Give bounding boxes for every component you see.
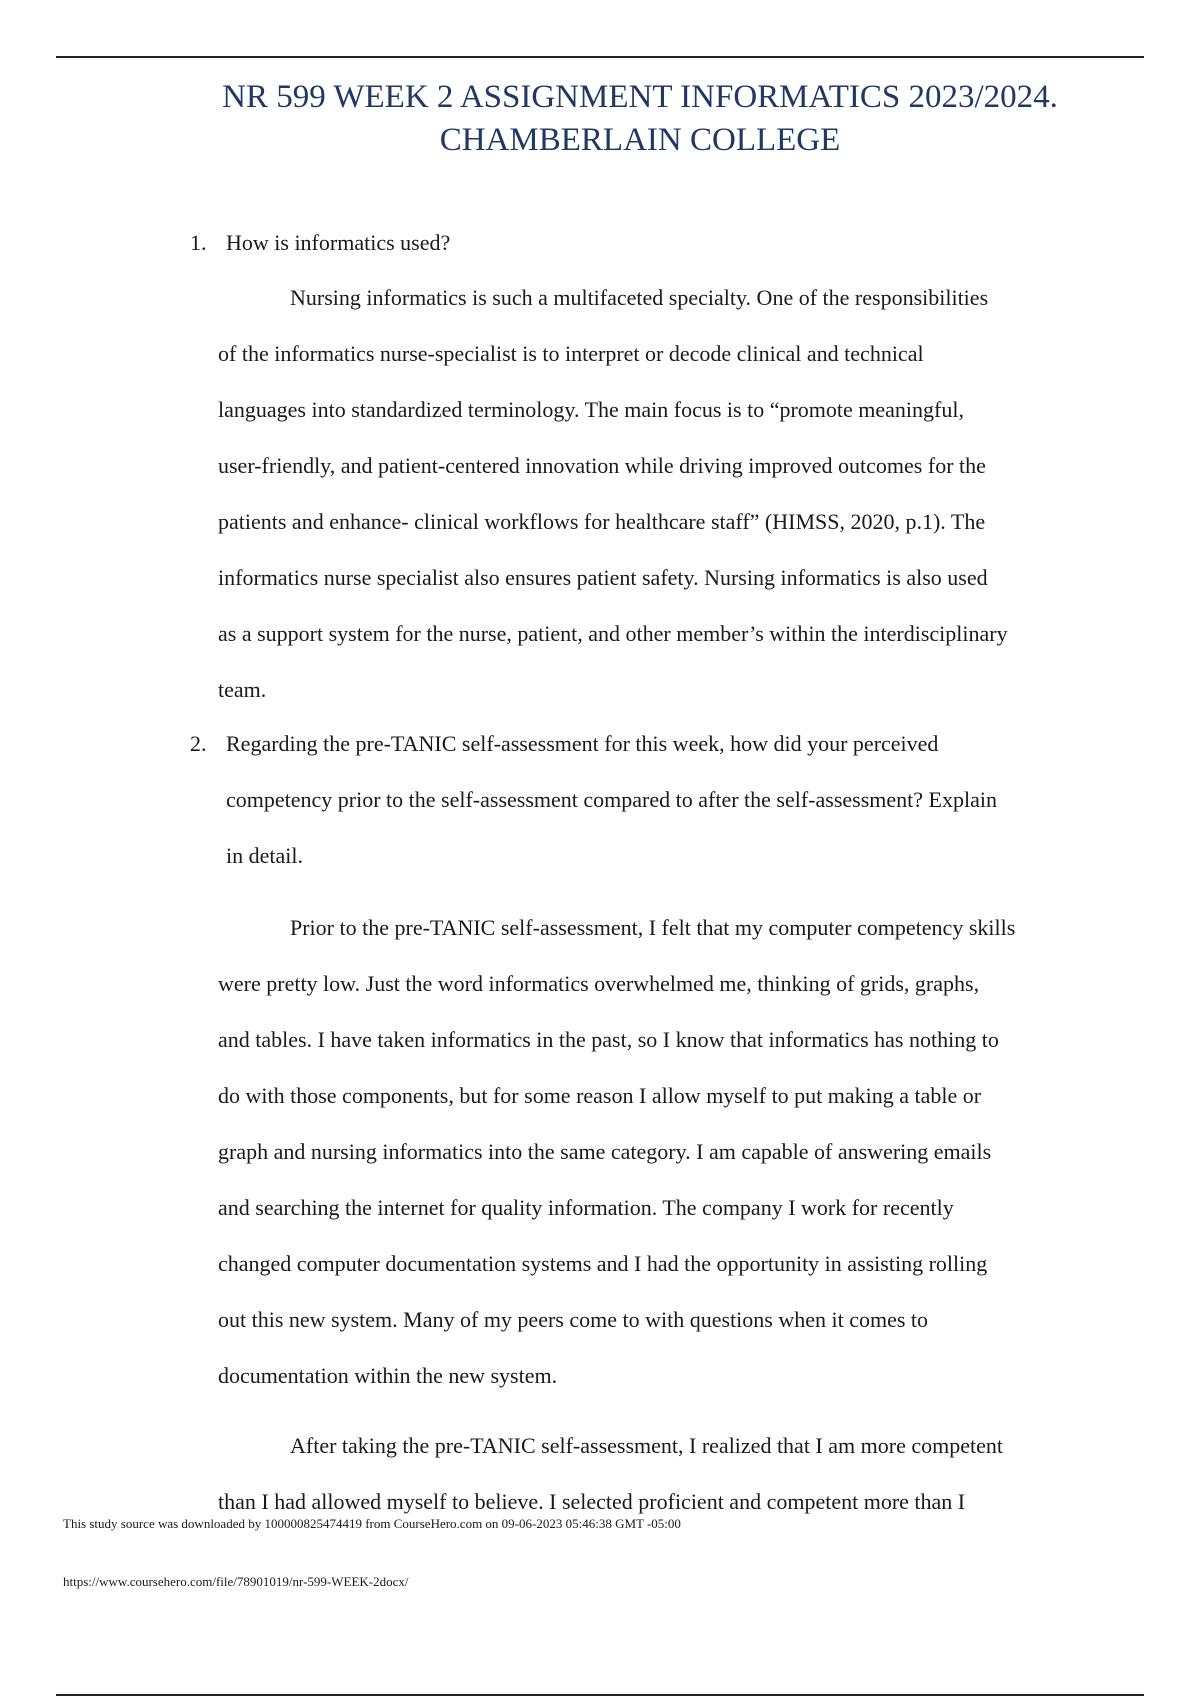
paragraph-line: graph and nursing informatics into the same category. I am capable of answering emails [218, 1139, 992, 1164]
paragraph-line: changed computer documentation systems and I had the opportunity in assisting rolling [218, 1251, 988, 1276]
paragraph-line: After taking the pre-TANIC self-assessment, I realized that I am more competent [290, 1433, 1003, 1458]
question-line: competency prior to the self-assessment compared to after the self-assessment? Explain [226, 787, 997, 812]
paragraph-line: patients and enhance- clinical workflows for healthcare staff” (HIMSS, 2020, p.1). The [218, 509, 986, 534]
paragraph-line: team. [218, 677, 267, 702]
question-text [226, 215, 450, 271]
bottom-rule [56, 1694, 1144, 1696]
paragraph-line: than I had allowed myself to believe. I selected proficient and competent more than I [218, 1489, 966, 1514]
paragraph-line: informatics nurse specialist also ensures patient safety. Nursing informatics is also used [218, 565, 988, 590]
title-line-1: NR 599 WEEK 2 ASSIGNMENT INFORMATICS 2023/2024. [222, 79, 1058, 115]
paragraph-line: do with those components, but for some reason I allow myself to put making a table or [218, 1083, 982, 1108]
download-source-note: This study source was downloaded by 100000825474419 from CourseHero.com on 09-06-2023 05:46:38 GMT -05:00 [63, 1516, 681, 1531]
paragraph-line: user-friendly, and patient-centered innovation while driving improved outcomes for the [218, 453, 986, 478]
paragraph-line: and searching the internet for quality information. The company I work for recently [218, 1195, 954, 1220]
paragraph-line: and tables. I have taken informatics in the past, so I know that informatics has nothing to [218, 1027, 999, 1052]
question-line: How is informatics used? [226, 230, 451, 255]
answer-1-paragraph [218, 270, 1008, 718]
source-url[interactable]: https://www.coursehero.com/file/78901019/nr-599-WEEK-2docx/ [63, 1574, 409, 1589]
title-line-2: CHAMBERLAIN COLLEGE [439, 122, 841, 158]
page-title [150, 76, 1130, 162]
question-number: 2. [190, 731, 207, 756]
question-line: in detail. [226, 843, 303, 868]
paragraph-line: of the informatics nurse-specialist is to interpret or decode clinical and technical [218, 341, 924, 366]
answer-2-paragraph-1 [218, 900, 1015, 1404]
paragraph-line: were pretty low. Just the word informatics overwhelmed me, thinking of grids, graphs, [218, 971, 980, 996]
paragraph-line: languages into standardized terminology. The main focus is to “promote meaningful, [218, 397, 964, 422]
paragraph-line: Prior to the pre-TANIC self-assessment, I felt that my computer competency skills [290, 915, 1016, 940]
paragraph-line: Nursing informatics is such a multifaceted specialty. One of the responsibilities [290, 285, 989, 310]
paragraph-line: documentation within the new system. [218, 1363, 558, 1388]
answer-2-paragraph-2 [218, 1418, 1003, 1530]
question-number: 1. [190, 230, 207, 255]
paragraph-line: as a support system for the nurse, patient, and other member’s within the interdisciplinary [218, 621, 1008, 646]
paragraph-line: out this new system. Many of my peers come to with questions when it comes to [218, 1307, 929, 1332]
question-text [226, 716, 997, 884]
top-rule [56, 56, 1144, 58]
question-line: Regarding the pre-TANIC self-assessment for this week, how did your perceived [226, 731, 939, 756]
